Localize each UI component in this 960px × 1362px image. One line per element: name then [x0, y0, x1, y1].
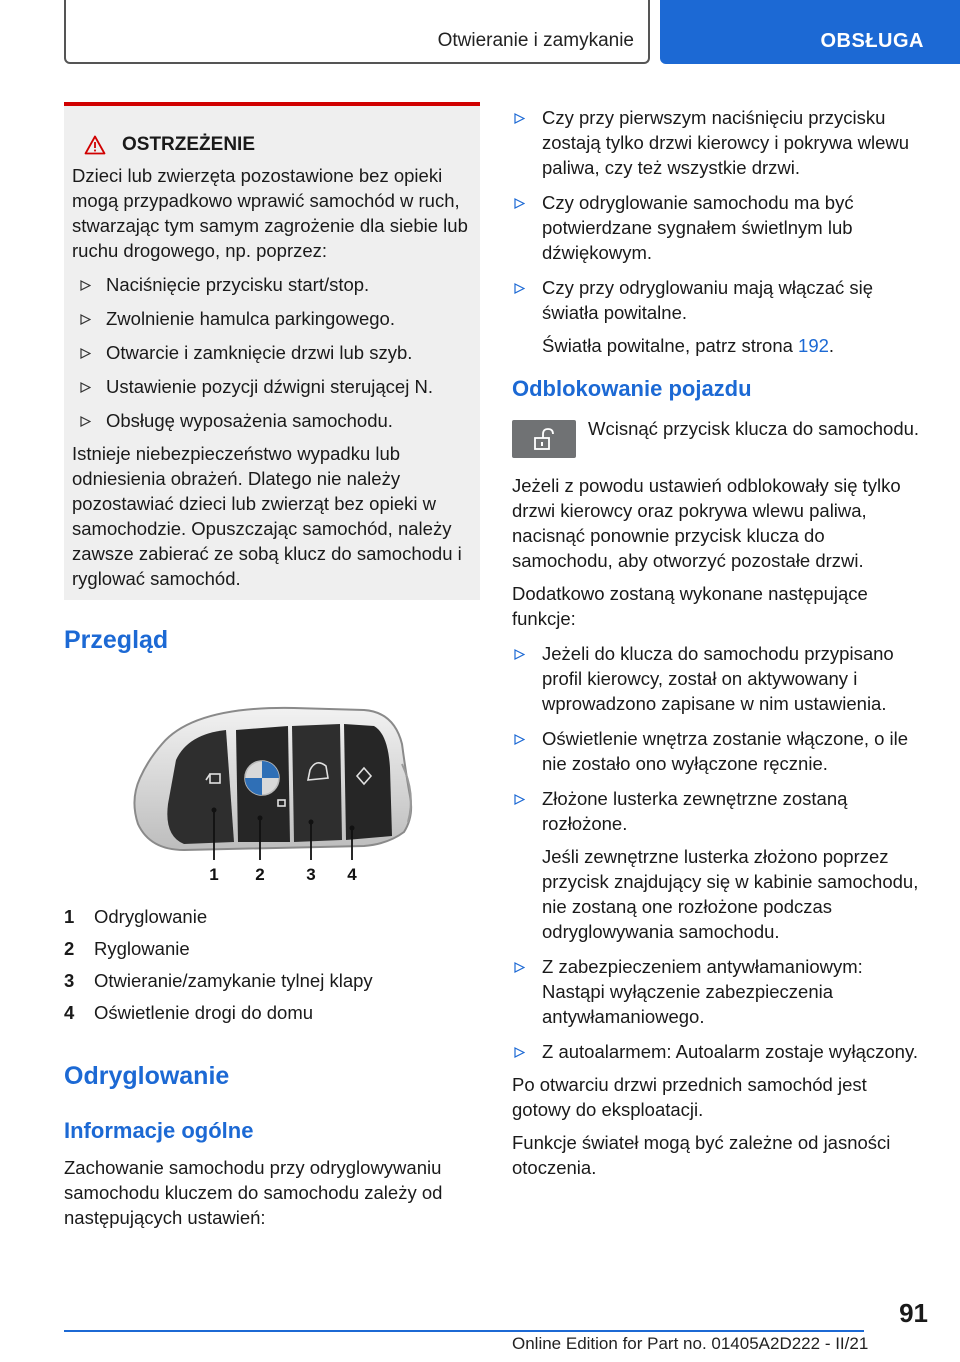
legend-text: Ryglowanie — [94, 938, 190, 959]
warning-triangle-icon — [84, 135, 106, 155]
function-item — [512, 1039, 928, 1064]
bullet-triangle-icon — [514, 649, 525, 660]
function-item-text: Złożone lusterka zewnętrzne zostaną rozłożone. — [542, 788, 848, 834]
figure-callout-2: 2 — [255, 865, 265, 884]
function-item — [512, 954, 928, 1029]
general-info-heading: Informacje ogólne — [64, 1118, 254, 1143]
warning-item-text: Ustawienie pozycji dźwigni sterującej N. — [106, 376, 433, 397]
settings-item-text: Czy przy pierwszym naciśnięciu przycisku zostają tylko drzwi kierowcy i pokrywa wlewu paliwa, czy też wszystkie drzwi. — [542, 107, 910, 178]
page-number: 91 — [899, 1298, 928, 1328]
bullet-triangle-icon — [514, 283, 525, 294]
welcome-lights-note — [512, 333, 928, 358]
bullet-triangle-icon — [80, 416, 91, 427]
legend-number: 4 — [64, 1002, 75, 1023]
unlock-para-2: Dodatkowo zostaną wykonane następujące funkcje: — [512, 583, 868, 629]
warning-outro: Istnieje niebezpieczeństwo wypadku lub odniesienia obrażeń. Dlatego nie należy pozostawiać dzieci lub zwierząt bez opieki w samochodzie. Opuszczając samochód, należy zawsze zabierać ze sobą klucz do samochodu i ryglować samochód. — [72, 443, 462, 589]
header-section-tab — [660, 0, 960, 64]
header-section-label: OBSŁUGA — [820, 30, 924, 52]
bullet-triangle-icon — [514, 198, 525, 209]
legend-text: Oświetlenie drogi do domu — [94, 1002, 314, 1023]
warning-item-text: Obsługę wyposażenia samochodu. — [106, 410, 393, 431]
warning-box — [64, 102, 480, 600]
legend-number: 1 — [64, 906, 75, 927]
function-item-text: Oświetlenie wnętrza zostanie włączone, o ile nie zostało ono wyłączone ręcznie. — [542, 728, 909, 774]
settings-item-text: Czy odryglowanie samochodu ma być potwierdzane sygnałem świetlnym lub dźwiękowym. — [542, 192, 854, 263]
function-item-text: Jeżeli do klucza do samochodu przypisano profil kierowcy, został on aktywowany i wprowadzono zapisane w nim ustawienia. — [542, 643, 894, 714]
warning-item — [72, 374, 472, 399]
function-item-text: Z zabezpieczeniem antywłamaniowym: Nastąpi wyłączenie zabezpieczenia antywłamaniowego. — [542, 956, 863, 1027]
bullet-triangle-icon — [514, 962, 525, 973]
bullet-triangle-icon — [80, 280, 91, 291]
bullet-triangle-icon — [514, 1047, 525, 1058]
warning-item — [72, 272, 472, 297]
warning-intro: Dzieci lub zwierzęta pozostawione bez opieki mogą przypadkowo wprawić samochód w ruch, stwarzając tym samym zagrożenie dla siebie lub ruchu drogowego, np. poprzez: — [72, 165, 468, 261]
unlock-para-1: Jeżeli z powodu ustawień odblokowały się tylko drzwi kierowcy oraz pokrywa wlewu paliwa, nacisnąć ponownie przycisk klucza do samochodu, aby otworzyć pozostałe drzwi. — [512, 475, 901, 571]
bullet-triangle-icon — [80, 348, 91, 359]
warning-item-text: Otwarcie i zamknięcie drzwi lub szyb. — [106, 342, 413, 363]
mirror-note: Jeśli zewnętrzne lusterka złożono poprzez przycisk znajdujący się w kabinie samochodu, nie zostaną one rozłożone podczas odryglowywania samochodu. — [542, 846, 919, 942]
settings-item — [512, 190, 928, 265]
car-key-figure — [64, 704, 480, 888]
legend-text: Odryglowanie — [94, 906, 208, 927]
header-title-box — [64, 0, 650, 64]
warning-item — [72, 306, 472, 331]
bullet-triangle-icon — [514, 113, 525, 124]
footer-edition: Online Edition for Part no. 01405A2D222 - II/21 — [512, 1334, 869, 1353]
warning-item-text: Naciśnięcie przycisku start/stop. — [106, 274, 370, 295]
welcome-note-suffix: . — [828, 335, 835, 356]
unlocking-heading: Odryglowanie — [64, 1062, 230, 1090]
bullet-triangle-icon — [514, 734, 525, 745]
function-item — [512, 786, 928, 836]
bullet-triangle-icon — [514, 794, 525, 805]
warning-header — [84, 128, 472, 162]
unlock-vehicle-heading: Odblokowanie pojazdu — [512, 376, 752, 401]
legend-text: Otwieranie/zamykanie tylnej klapy — [94, 970, 373, 991]
function-item — [512, 726, 928, 776]
unlock-instruction-row — [512, 416, 928, 458]
settings-list — [512, 105, 928, 358]
unlock-instruction: Wcisnąć przycisk klucza do samochodu. — [588, 418, 920, 439]
legend-number: 2 — [64, 938, 75, 959]
unlock-details — [512, 473, 928, 1180]
warning-title: OSTRZEŻENIE — [122, 134, 256, 155]
unlock-button-icon — [512, 420, 576, 458]
figure-callout-4: 4 — [347, 865, 357, 884]
bullet-triangle-icon — [80, 382, 91, 393]
function-item — [512, 641, 928, 716]
settings-item — [512, 105, 928, 180]
overview-heading: Przegląd — [64, 626, 169, 654]
unlocking-intro: Zachowanie samochodu przy odryglowywaniu samochodu kluczem do samochodu zależy od następujących ustawień: — [64, 1157, 443, 1228]
settings-item — [512, 275, 928, 325]
unlock-para-3: Po otwarciu drzwi przednich samochód jest gotowy do eksploatacji. — [512, 1074, 867, 1120]
footer-rule — [64, 1330, 864, 1332]
warning-item — [72, 408, 472, 433]
unlock-para-4: Funkcje świateł mogą być zależne od jasności otoczenia. — [512, 1132, 891, 1178]
figure-callout-3: 3 — [306, 865, 316, 884]
page-reference-link[interactable]: 192 — [798, 335, 829, 356]
settings-item-text: Czy przy odryglowaniu mają włączać się światła powitalne. — [542, 277, 874, 323]
figure-callout-1: 1 — [209, 865, 219, 884]
header-title: Otwieranie i zamykanie — [437, 30, 634, 51]
warning-item-text: Zwolnienie hamulca parkingowego. — [106, 308, 395, 329]
welcome-note-text: Światła powitalne, patrz strona — [542, 335, 799, 356]
bullet-triangle-icon — [80, 314, 91, 325]
legend-number: 3 — [64, 970, 75, 991]
function-item-text: Z autoalarmem: Autoalarm zostaje wyłączony. — [542, 1041, 918, 1062]
warning-item — [72, 340, 472, 365]
